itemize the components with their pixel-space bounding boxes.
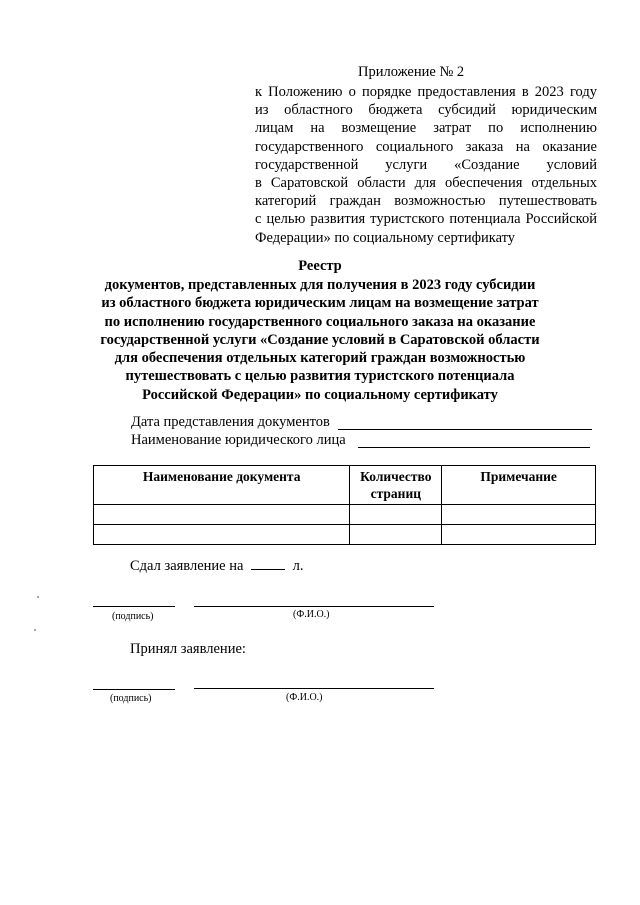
register-title: Реестр	[298, 258, 342, 274]
table-row	[94, 525, 596, 545]
submission-date-label: Дата представления документов	[131, 414, 330, 430]
scan-speck	[34, 629, 36, 631]
appendix-line: Федерации» по социальному сертификату	[255, 229, 516, 246]
sheets-unit: л.	[292, 558, 304, 574]
received-signature-caption: (подпись)	[110, 693, 152, 704]
appendix-reference	[255, 83, 597, 247]
register-subtitle-line: государственной услуги «Создание условий в Саратовской области	[100, 331, 540, 348]
received-signature-line[interactable]	[93, 689, 175, 690]
register-subtitle-line: документов, представленных для получения в 2023 году субсидии	[104, 277, 536, 293]
received-statement: Принял заявление:	[130, 641, 246, 657]
appendix-title: Приложение № 2	[358, 64, 465, 80]
appendix-line: государственного социального заказа на оказание	[255, 138, 597, 155]
appendix-line: с целью развития туристского потенциала Российской	[255, 211, 597, 228]
submission-date-field[interactable]	[338, 429, 592, 430]
legal-entity-field[interactable]	[358, 447, 590, 448]
table-cell[interactable]	[350, 505, 442, 525]
column-header-page-count-line: страниц	[370, 486, 422, 501]
appendix-line: в Саратовской области для обеспечения отдельных	[255, 175, 597, 192]
appendix-line: категорий граждан возможностью путешествовать	[255, 193, 597, 210]
column-header-page-count	[350, 466, 442, 505]
table-cell[interactable]	[94, 505, 350, 525]
submitted-name-line[interactable]	[194, 606, 434, 607]
register-subtitle-line: по исполнению государственного социального заказа на оказание	[104, 313, 536, 330]
table-header-row	[94, 466, 596, 505]
submitted-signature-caption: (подпись)	[112, 611, 154, 622]
received-name-caption: (Ф.И.О.)	[286, 692, 323, 703]
table-cell[interactable]	[350, 525, 442, 545]
table-row	[94, 505, 596, 525]
column-header-note: Примечание	[442, 466, 596, 505]
submitted-text: Сдал заявление на	[130, 558, 244, 574]
column-header-page-count-line: Количество	[360, 469, 432, 484]
appendix-line: государственной услуги «Создание условий	[255, 156, 597, 173]
column-header-document-name: Наименование документа	[94, 466, 350, 505]
appendix-line: к Положению о порядке предоставления в 2023 году	[255, 84, 597, 100]
appendix-line: из областного бюджета субсидий юридическим	[255, 102, 597, 119]
submitted-signature-line[interactable]	[93, 606, 175, 607]
submitted-statement	[130, 557, 304, 575]
table-cell[interactable]	[442, 505, 596, 525]
appendix-line: лицам на возмещение затрат по исполнению	[255, 120, 597, 137]
register-subtitle-line: для обеспечения отдельных категорий граждан возможностью	[114, 350, 526, 367]
register-subtitle-line: путешествовать с целью развития туристского потенциала	[125, 368, 515, 385]
received-name-line[interactable]	[194, 688, 434, 689]
scan-speck	[37, 596, 39, 598]
register-subtitle-line: из областного бюджета юридическим лицам на возмещение затрат	[101, 295, 539, 312]
documents-table	[93, 465, 596, 545]
sheet-count-field[interactable]	[251, 557, 285, 570]
register-subtitle	[90, 276, 550, 404]
legal-entity-label: Наименование юридического лица	[131, 432, 346, 448]
register-subtitle-line: Российской Федерации» по социальному сертификату	[142, 386, 498, 403]
table-cell[interactable]	[94, 525, 350, 545]
table-cell[interactable]	[442, 525, 596, 545]
submitted-name-caption: (Ф.И.О.)	[293, 609, 330, 620]
